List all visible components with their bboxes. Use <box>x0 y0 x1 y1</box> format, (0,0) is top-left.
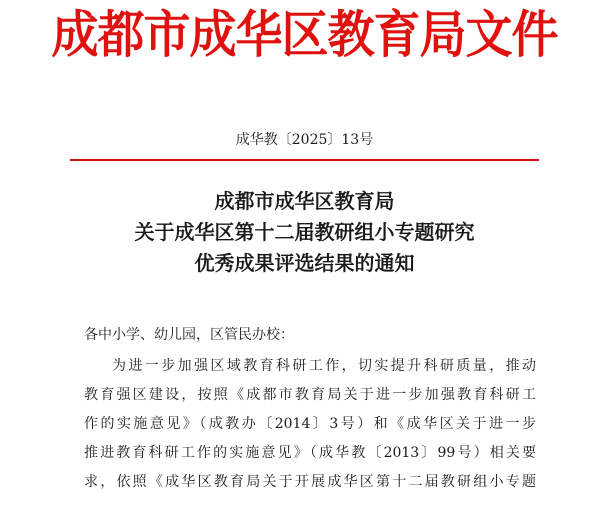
notice-title <box>0 186 609 279</box>
body-paragraph <box>84 352 536 497</box>
title-line-2: 关于成华区第十二届教研组小专题研究 <box>134 220 475 244</box>
body-line: 教育强区建设，按照《成都市教育局关于进一步加强教育科研工 <box>84 387 536 403</box>
title-line-1: 成都市成华区教育局 <box>214 189 395 213</box>
title-line-3: 优秀成果评选结果的通知 <box>194 251 415 275</box>
red-divider <box>70 159 539 161</box>
body-line: 推进教育科研工作的实施意见》（成华教〔2013〕99号）相关要 <box>84 445 536 461</box>
salutation: 各中小学、幼儿园，区管民办校： <box>84 327 294 343</box>
masthead-title: 成都市成华区教育局文件 <box>51 5 558 66</box>
body-line: 作的实施意见》（成教办〔2014〕3号）和《成华区关于进一步 <box>84 416 536 432</box>
body-line: 为进一步加强区域教育科研工作，切实提升科研质量，推动 <box>112 358 536 374</box>
document-number: 成华教〔2025〕13号 <box>235 132 374 148</box>
body-line: 求，依照《成华区教育局关于开展成华区第十二届教研组小专题 <box>84 474 536 490</box>
